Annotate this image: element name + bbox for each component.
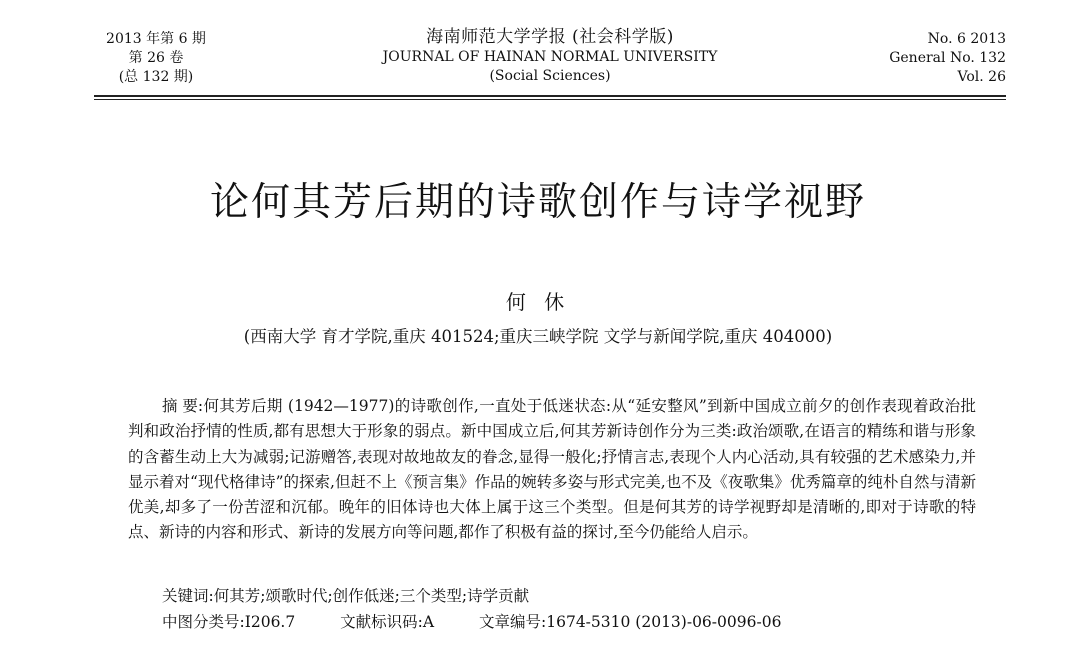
header-rule-thin [94, 99, 1006, 100]
issue-year-number: 2013 年第 6 期 [106, 31, 206, 47]
abstract [128, 394, 976, 546]
journal-name-cn: 海南师范大学学报 (社会科学版) [426, 27, 674, 47]
journal-name [340, 27, 760, 86]
journal-name-en: JOURNAL OF HAINAN NORMAL UNIVERSITY [382, 49, 718, 65]
journal-name-en-sub: (Social Sciences) [489, 68, 611, 84]
journal-header [0, 0, 1076, 100]
article-title: 论何其芳后期的诗歌创作与诗学视野 [209, 180, 866, 225]
abstract-text: 何其芳后期 (1942—1977)的诗歌创作,一直处于低迷状态:从“延安整风”到新中国成立前夕的创作表现着政治批判和政治抒情的性质,都有思想大于形象的弱点。新中国成立后,何其芳新诗创作分为三类:政治颂歌,在语言的精练和谐与形象的含蓄生动上大为减弱;记游赠答,表现对故地故友的眷念,显得一般化;抒情言志,表现个人内心活动,具有较强的艺术感染力,并显示着对“现代格律诗”的探索,但赶不上《预言集》作品的婉转多姿与形式完美,也不及《夜歌集》优秀篇章的纯朴自然与清新优美,却多了一份苦涩和沉郁。晚年的旧体诗也大体上属于这三个类型。但是何其芳的诗学视野却是清晰的,即对于诗歌的特点、新诗的内容和形式、新诗的发展方向等问题,都作了积极有益的探讨,至今仍能给人启示。 [128, 397, 976, 542]
issue-number-en: No. 6 2013 [927, 31, 1006, 47]
author-affiliation: (西南大学 育才学院,重庆 401524;重庆三峡学院 文学与新闻学院,重庆 404000) [243, 327, 833, 346]
keywords: 关键词:何其芳;颂歌时代;创作低迷;三个类型;诗学贡献 [162, 587, 530, 605]
issue-info [86, 30, 226, 87]
issue-volume: 第 26 卷 [128, 50, 184, 66]
clc-number: 中图分类号:I206.7 [162, 613, 296, 631]
issue-total: (总 132 期) [118, 69, 194, 85]
issue-info-en [846, 30, 1006, 87]
abstract-label: 摘 要: [162, 397, 204, 415]
article-number: 文章编号:1674-5310 (2013)-06-0096-06 [479, 613, 782, 631]
header-rule-thick [94, 95, 1006, 97]
classification-line [128, 610, 976, 635]
article-author: 何 休 [505, 290, 571, 314]
general-number-en: General No. 132 [889, 50, 1006, 66]
document-code: 文献标识码:A [340, 613, 435, 631]
volume-en: Vol. 26 [957, 69, 1006, 85]
